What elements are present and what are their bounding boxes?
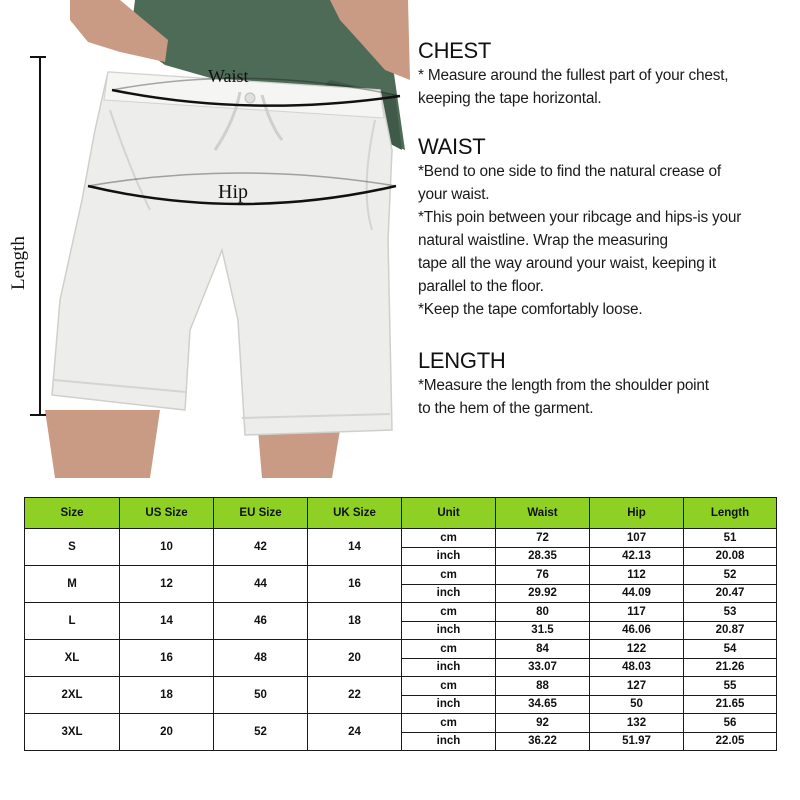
chest-section	[418, 38, 798, 110]
length-cell: 53	[684, 603, 777, 622]
uk-size-cell: 14	[308, 529, 402, 566]
chest-line-2: keeping the tape horizontal.	[418, 90, 602, 107]
unit-cell: cm	[402, 603, 496, 622]
unit-cell: cm	[402, 640, 496, 659]
unit-cell: inch	[402, 621, 496, 640]
waist-line-7: *Keep the tape comfortably loose.	[418, 301, 643, 318]
header-size: Size	[25, 498, 120, 529]
eu-size-cell: 48	[214, 640, 308, 677]
table-row	[25, 529, 777, 548]
right-leg	[258, 430, 340, 478]
length-cell: 21.26	[684, 658, 777, 677]
waist-cell: 76	[496, 566, 590, 585]
uk-size-cell: 20	[308, 640, 402, 677]
waist-section	[418, 134, 798, 321]
shorts	[52, 72, 392, 435]
hip-cell: 122	[590, 640, 684, 659]
table-row	[25, 677, 777, 696]
table-row	[25, 640, 777, 659]
us-size-cell: 20	[120, 714, 214, 751]
unit-cell: inch	[402, 658, 496, 677]
waist-label: Waist	[208, 66, 249, 86]
hip-cell: 46.06	[590, 621, 684, 640]
length-cell: 51	[684, 529, 777, 548]
us-size-cell: 14	[120, 603, 214, 640]
unit-cell: cm	[402, 529, 496, 548]
hip-cell: 112	[590, 566, 684, 585]
waist-line-4: natural waistline. Wrap the measuring	[418, 232, 668, 249]
waist-cell: 33.07	[496, 658, 590, 677]
chest-title: CHEST	[418, 38, 492, 63]
length-section	[418, 348, 798, 420]
unit-cell: inch	[402, 547, 496, 566]
hip-cell: 51.97	[590, 732, 684, 751]
hip-cell: 117	[590, 603, 684, 622]
waist-cell: 28.35	[496, 547, 590, 566]
waist-title: WAIST	[418, 134, 486, 159]
uk-size-cell: 22	[308, 677, 402, 714]
hip-cell: 44.09	[590, 584, 684, 603]
length-cell: 56	[684, 714, 777, 733]
waist-cell: 72	[496, 529, 590, 548]
waist-cell: 34.65	[496, 695, 590, 714]
hip-label: Hip	[218, 181, 248, 203]
us-size-cell: 18	[120, 677, 214, 714]
waist-cell: 31.5	[496, 621, 590, 640]
eu-size-cell: 50	[214, 677, 308, 714]
length-line-2: to the hem of the garment.	[418, 400, 594, 417]
waist-cell: 84	[496, 640, 590, 659]
size-cell: XL	[25, 640, 120, 677]
waist-cell: 80	[496, 603, 590, 622]
uk-size-cell: 16	[308, 566, 402, 603]
hip-cell: 132	[590, 714, 684, 733]
eu-size-cell: 42	[214, 529, 308, 566]
waist-cell: 92	[496, 714, 590, 733]
length-title: LENGTH	[418, 348, 506, 373]
eu-size-cell: 52	[214, 714, 308, 751]
header-hip: Hip	[590, 498, 684, 529]
length-cell: 21.65	[684, 695, 777, 714]
waist-cell: 36.22	[496, 732, 590, 751]
unit-cell: inch	[402, 732, 496, 751]
length-line-1: *Measure the length from the shoulder point	[418, 377, 709, 394]
unit-cell: cm	[402, 566, 496, 585]
header-us-size: US Size	[120, 498, 214, 529]
table-row	[25, 714, 777, 733]
unit-cell: cm	[402, 714, 496, 733]
header-eu-size: EU Size	[214, 498, 308, 529]
hip-cell: 127	[590, 677, 684, 696]
length-cell: 54	[684, 640, 777, 659]
product-photo	[0, 0, 410, 478]
length-cell: 22.05	[684, 732, 777, 751]
size-cell: S	[25, 529, 120, 566]
length-cell: 52	[684, 566, 777, 585]
size-chart-table	[24, 497, 777, 751]
waist-line-6: parallel to the floor.	[418, 278, 544, 295]
length-cell: 55	[684, 677, 777, 696]
size-cell: M	[25, 566, 120, 603]
header-waist: Waist	[496, 498, 590, 529]
waist-line-1: *Bend to one side to find the natural crease of	[418, 163, 721, 180]
length-cell: 20.47	[684, 584, 777, 603]
length-label: Length	[8, 236, 29, 290]
eu-size-cell: 44	[214, 566, 308, 603]
size-cell: L	[25, 603, 120, 640]
table-row	[25, 603, 777, 622]
table-row	[25, 566, 777, 585]
unit-cell: inch	[402, 695, 496, 714]
hip-cell: 107	[590, 529, 684, 548]
waist-line-2: your waist.	[418, 186, 490, 203]
uk-size-cell: 18	[308, 603, 402, 640]
uk-size-cell: 24	[308, 714, 402, 751]
waist-line-3: *This poin between your ribcage and hips-is your	[418, 209, 742, 226]
us-size-cell: 16	[120, 640, 214, 677]
table-header-row	[25, 498, 777, 529]
left-leg	[45, 410, 160, 478]
size-cell: 2XL	[25, 677, 120, 714]
header-length: Length	[684, 498, 777, 529]
waist-cell: 29.92	[496, 584, 590, 603]
hip-cell: 50	[590, 695, 684, 714]
shorts-measurement-diagram	[0, 0, 410, 478]
hip-cell: 48.03	[590, 658, 684, 677]
chest-line-1: * Measure around the fullest part of your chest,	[418, 67, 729, 84]
eu-size-cell: 46	[214, 603, 308, 640]
unit-cell: inch	[402, 584, 496, 603]
us-size-cell: 12	[120, 566, 214, 603]
waist-cell: 88	[496, 677, 590, 696]
hip-cell: 42.13	[590, 547, 684, 566]
length-cell: 20.08	[684, 547, 777, 566]
waist-line-5: tape all the way around your waist, keeping it	[418, 255, 716, 272]
header-unit: Unit	[402, 498, 496, 529]
unit-cell: cm	[402, 677, 496, 696]
header-uk-size: UK Size	[308, 498, 402, 529]
length-cell: 20.87	[684, 621, 777, 640]
us-size-cell: 10	[120, 529, 214, 566]
size-cell: 3XL	[25, 714, 120, 751]
